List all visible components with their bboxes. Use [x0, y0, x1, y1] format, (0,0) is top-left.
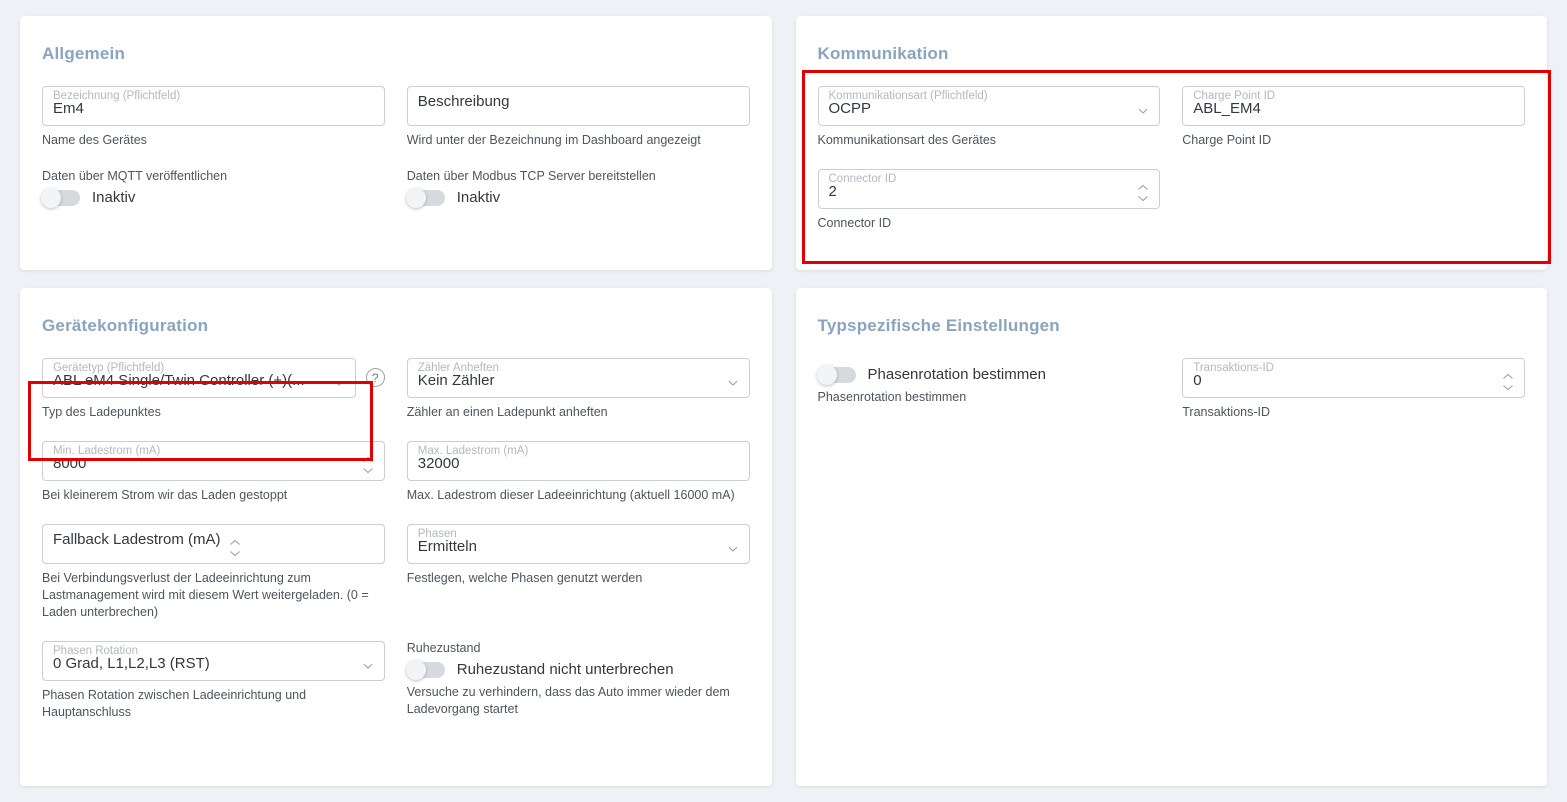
connector-id-helper: Connector ID: [817, 216, 892, 230]
geraetetyp-row: [42, 358, 385, 398]
stepper-arrows-icon[interactable]: [1137, 184, 1149, 202]
geraetetyp-select[interactable]: [42, 358, 356, 398]
card-kommunikation: [796, 16, 1548, 270]
stepper-arrows-icon[interactable]: [229, 539, 241, 557]
transaktions-id-label: Transaktions-ID: [1193, 362, 1274, 374]
geraetetyp-helper: Typ des Ladepunktes: [42, 405, 161, 419]
kommunikationsart-helper: Kommunikationsart des Gerätes: [817, 133, 997, 147]
phasenrotation-toggle[interactable]: [818, 367, 856, 383]
geraetekonfiguration-grid: [42, 358, 750, 741]
allgemein-grid: [42, 86, 750, 226]
phasenrotation-toggle-row[interactable]: [818, 366, 1161, 383]
typspezifisch-grid: [818, 358, 1526, 441]
ruhezustand-toggle-knob: [406, 660, 426, 680]
modbus-state: Inaktiv: [456, 189, 501, 206]
modbus-toggle-knob: [406, 188, 426, 208]
field-phasen: [407, 524, 750, 621]
mqtt-toggle-row[interactable]: [42, 189, 385, 206]
connector-id-value: 2: [828, 183, 837, 200]
field-charge-point-id: [1182, 86, 1525, 149]
charge-point-id-label: Charge Point ID: [1193, 90, 1276, 102]
field-fallback-ladestrom: [42, 524, 385, 621]
field-max-ladestrom: [407, 441, 750, 504]
kommunikationsart-label: Kommunikationsart (Pflichtfeld): [828, 90, 988, 102]
fallback-ladestrom-value: Fallback Ladestrom (mA): [53, 531, 221, 548]
field-bezeichnung: [42, 86, 385, 149]
mqtt-toggle-knob: [41, 188, 61, 208]
max-ladestrom-input[interactable]: [407, 441, 750, 481]
max-ladestrom-helper: Max. Ladestrom dieser Ladeeinrichtung (aktuell 16000 mA): [406, 488, 735, 502]
card-title-kommunikation: Kommunikation: [817, 44, 949, 63]
transaktions-id-value: 0: [1193, 372, 1202, 389]
chevron-down-icon: [333, 376, 345, 388]
chevron-down-icon: [727, 376, 739, 388]
chevron-down-icon: [1137, 104, 1149, 116]
ruhezustand-toggle-row[interactable]: [407, 661, 750, 678]
chevron-down-icon: [727, 542, 739, 554]
phasenrotation-helper: Phasenrotation bestimmen: [817, 390, 967, 404]
field-phasenrotation-bestimmen: [818, 358, 1161, 421]
transaktions-id-stepper[interactable]: [1182, 358, 1525, 398]
ruhezustand-caption: Ruhezustand: [406, 641, 481, 655]
field-kommunikationsart: [818, 86, 1161, 149]
field-ruhezustand: [407, 641, 750, 721]
field-geraetetyp: [42, 358, 385, 421]
fallback-ladestrom-stepper[interactable]: [42, 524, 385, 564]
modbus-caption: Daten über Modbus TCP Server bereitstellen: [406, 169, 656, 183]
beschreibung-input[interactable]: [407, 86, 750, 126]
field-min-ladestrom: [42, 441, 385, 504]
phasen-label: Phasen: [417, 528, 457, 540]
phasenrotation-toggle-knob: [817, 365, 837, 385]
mqtt-caption: Daten über MQTT veröffentlichen: [42, 169, 228, 183]
phasenrotation-state: Phasenrotation bestimmen: [867, 366, 1046, 383]
card-typspezifische-einstellungen: [796, 288, 1548, 786]
phasen-value: Ermitteln: [417, 538, 477, 555]
bezeichnung-helper: Name des Gerätes: [42, 133, 147, 147]
card-allgemein: [20, 16, 772, 270]
field-mqtt: [42, 169, 385, 206]
phasen-rotation-value: 0 Grad, L1,L2,L3 (RST): [53, 655, 210, 672]
bezeichnung-value: Em4: [53, 100, 84, 117]
field-connector-id: [818, 169, 1161, 232]
kommunikationsart-select[interactable]: [818, 86, 1161, 126]
chevron-down-icon: [362, 659, 374, 671]
modbus-toggle-row[interactable]: [407, 189, 750, 206]
fallback-ladestrom-helper: Bei Verbindungsverlust der Ladeeinrichtung zum Lastmanagement wird mit diesem Wert weitergeladen. (0 = Laden unterbrechen): [42, 571, 369, 619]
stepper-arrows-icon[interactable]: [362, 456, 374, 474]
transaktions-id-helper: Transaktions-ID: [1182, 405, 1271, 419]
beschreibung-value: Beschreibung: [417, 93, 510, 110]
card-title-typspezifisch: Typspezifische Einstellungen: [817, 316, 1060, 335]
phasen-helper: Festlegen, welche Phasen genutzt werden: [406, 571, 643, 585]
ruhezustand-toggle[interactable]: [407, 662, 445, 678]
zaehler-anheften-label: Zähler Anheften: [417, 362, 499, 374]
max-ladestrom-label: Max. Ladestrom (mA): [417, 445, 529, 457]
stepper-arrows-icon[interactable]: [1502, 373, 1514, 391]
field-transaktions-id: [1182, 358, 1525, 421]
mqtt-toggle[interactable]: [42, 190, 80, 206]
zaehler-anheften-helper: Zähler an einen Ladepunkt anheften: [406, 405, 608, 419]
phasen-rotation-helper: Phasen Rotation zwischen Ladeeinrichtung und Hauptanschluss: [42, 688, 307, 719]
card-geraetekonfiguration: [20, 288, 772, 786]
min-ladestrom-value: 8000: [53, 455, 87, 472]
bezeichnung-input[interactable]: [42, 86, 385, 126]
zaehler-anheften-value: Kein Zähler: [417, 372, 495, 389]
charge-point-id-input[interactable]: [1182, 86, 1525, 126]
charge-point-id-helper: Charge Point ID: [1182, 133, 1272, 147]
beschreibung-helper: Wird unter der Bezeichnung im Dashboard angezeigt: [406, 133, 701, 147]
phasen-rotation-select[interactable]: [42, 641, 385, 681]
ruhezustand-state: Ruhezustand nicht unterbrechen: [456, 661, 674, 678]
field-beschreibung: [407, 86, 750, 149]
help-icon[interactable]: ?: [366, 368, 385, 387]
min-ladestrom-label: Min. Ladestrom (mA): [53, 445, 161, 457]
card-title-allgemein: Allgemein: [42, 44, 126, 63]
mqtt-state: Inaktiv: [92, 189, 136, 206]
min-ladestrom-helper: Bei kleinerem Strom wir das Laden gestoppt: [42, 488, 288, 502]
field-modbus: [407, 169, 750, 206]
max-ladestrom-value: 32000: [417, 455, 460, 472]
ruhezustand-helper: Versuche zu verhindern, dass das Auto immer wieder dem Ladevorgang startet: [406, 685, 730, 716]
kommunikationsart-value: OCPP: [828, 100, 872, 117]
bezeichnung-label: Bezeichnung (Pflichtfeld): [53, 90, 181, 102]
connector-id-stepper[interactable]: [818, 169, 1161, 209]
field-phasen-rotation: [42, 641, 385, 721]
field-zaehler-anheften: [407, 358, 750, 421]
zaehler-anheften-select[interactable]: [407, 358, 750, 398]
geraetetyp-label: Gerätetyp (Pflichtfeld): [53, 362, 165, 374]
charge-point-id-value: ABL_EM4: [1193, 100, 1261, 117]
modbus-toggle[interactable]: [407, 190, 445, 206]
card-title-geraetekonfiguration: Gerätekonfiguration: [42, 316, 209, 335]
geraetetyp-value: ABL eM4 Single/Twin Controller (+)(...: [53, 372, 305, 389]
min-ladestrom-stepper[interactable]: [42, 441, 385, 481]
phasen-select[interactable]: [407, 524, 750, 564]
connector-id-label: Connector ID: [828, 173, 897, 185]
kommunikation-grid: [818, 86, 1526, 252]
phasen-rotation-label: Phasen Rotation: [53, 645, 139, 657]
